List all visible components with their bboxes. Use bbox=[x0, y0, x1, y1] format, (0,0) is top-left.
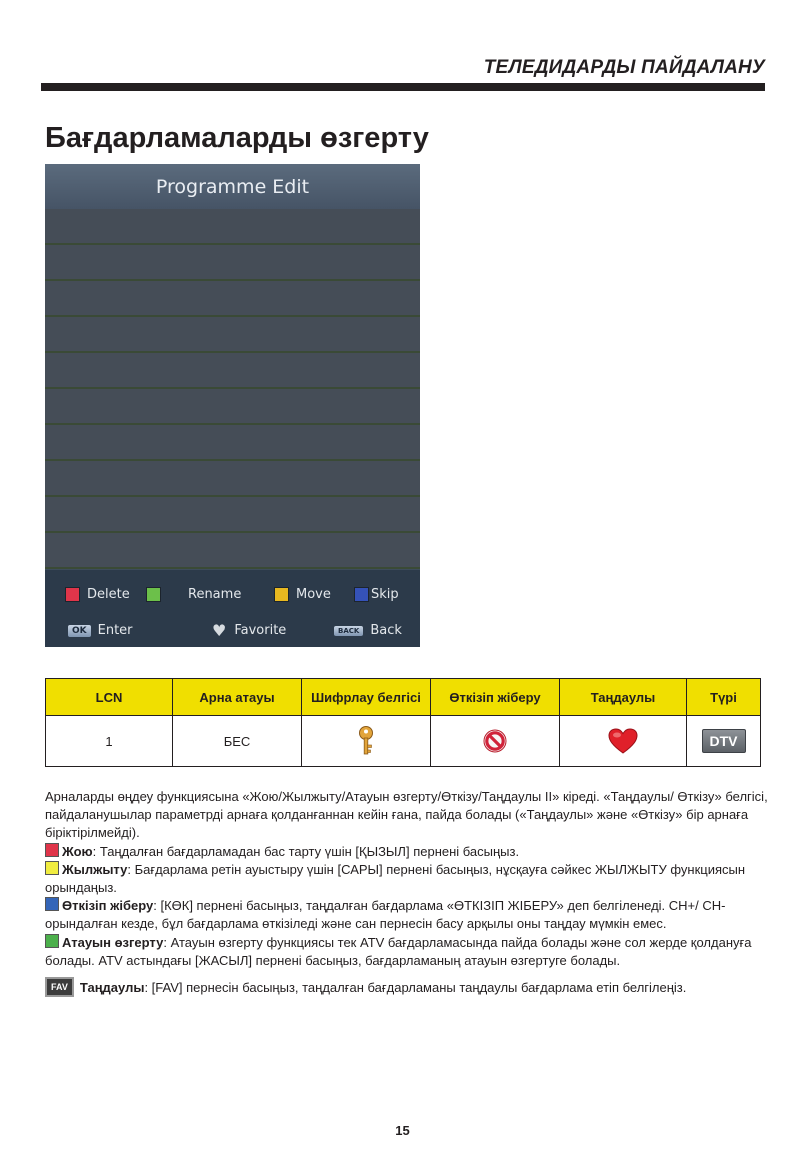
move-hint[interactable] bbox=[274, 587, 331, 602]
fav-key-icon: FAV bbox=[45, 977, 74, 997]
header-rule bbox=[41, 83, 765, 91]
green-key-hint[interactable] bbox=[146, 587, 168, 602]
table-header-row bbox=[46, 679, 761, 716]
table-header: Түрі bbox=[687, 679, 761, 716]
delete-text: : Таңдалған бағдарламадан бас тарту үшін [ҚЫЗЫЛ] пернені басыңыз. bbox=[92, 843, 520, 859]
skip-paragraph bbox=[45, 897, 775, 933]
back-label: Back bbox=[370, 623, 402, 638]
skip-label: Skip bbox=[371, 587, 399, 602]
menu-footer bbox=[45, 570, 420, 647]
page-number: 15 bbox=[395, 1123, 410, 1138]
move-paragraph bbox=[45, 861, 775, 897]
delete-paragraph bbox=[45, 843, 775, 861]
move-text: : Бағдарлама ретін ауыстыру үшін [САРЫ] пернені басыңыз, нұсқауға сәйкес ЖЫЛЖЫТУ функциясын орындаңыз. bbox=[45, 861, 746, 896]
yellow-key-icon bbox=[45, 861, 59, 875]
back-hint[interactable] bbox=[334, 623, 402, 638]
dtv-badge: DTV bbox=[702, 729, 746, 753]
menu-title: Programme Edit bbox=[45, 164, 420, 209]
type-cell bbox=[687, 716, 761, 767]
favorite-text: : [FAV] пернесін басыңыз, таңдалған бағдарламаны таңдаулы бағдарлама етіп белгілеңіз. bbox=[144, 979, 687, 995]
rename-paragraph bbox=[45, 934, 775, 970]
heart-icon: ♥ bbox=[212, 621, 227, 640]
delete-hint[interactable] bbox=[65, 587, 130, 602]
heart-icon bbox=[608, 728, 638, 754]
header-title: ТЕЛЕДИДАРДЫ ПАЙДАЛАНУ bbox=[483, 57, 765, 78]
rename-text: : Атауын өзгерту функциясы тек ATV бағдарламасында пайда болады және сол жерде қолдануға болады. ATV астындағы [ЖАСЫЛ] пернені басыңыз, бағдарламаның атауын өзгертуге болады. bbox=[45, 934, 752, 968]
channel-list bbox=[45, 209, 420, 569]
lcn-cell: 1 bbox=[46, 716, 173, 767]
blue-key-icon bbox=[45, 897, 59, 911]
key-icon bbox=[357, 726, 375, 756]
section-title: Бағдарламаларды өзгерту bbox=[45, 122, 429, 154]
move-term: Жылжыту bbox=[62, 861, 128, 877]
ok-key-icon: OK bbox=[68, 625, 91, 637]
skip-cell bbox=[431, 716, 560, 767]
enter-hint[interactable] bbox=[68, 623, 133, 638]
back-key-icon: BACK bbox=[334, 626, 363, 636]
enter-label: Enter bbox=[97, 623, 133, 638]
description bbox=[45, 788, 775, 970]
intro-paragraph: Арналарды өңдеу функциясына «Жою/Жылжыту/Атауын өзгерту/Өткізу/Таңдаулы II» кіреді. «Таңдаулы/ Өткізу» белгісі, пайдаланушылар параметрді арнаға қолданғаннан кейін ғана, пайда болады («Таңдаулы» және «Өткізу» бір арнаға біріктірілмейді). bbox=[45, 789, 768, 841]
rename-hint[interactable] bbox=[188, 587, 241, 602]
channel-row[interactable] bbox=[45, 317, 420, 353]
move-label: Move bbox=[296, 587, 331, 602]
table-header: Таңдаулы bbox=[560, 679, 687, 716]
table-header: Өткізіп жіберу bbox=[431, 679, 560, 716]
rename-term: Атауын өзгерту bbox=[62, 934, 164, 950]
channel-row[interactable] bbox=[45, 533, 420, 569]
channel-row[interactable] bbox=[45, 245, 420, 281]
channel-row[interactable] bbox=[45, 281, 420, 317]
no-entry-icon bbox=[483, 729, 507, 753]
skip-term: Өткізіп жіберу bbox=[62, 898, 154, 914]
channel-row[interactable] bbox=[45, 497, 420, 533]
programme-edit-menu bbox=[45, 164, 420, 647]
channel-row[interactable] bbox=[45, 209, 420, 245]
skip-text: : [КӨК] пернені басыңыз, таңдалған бағдарлама «ӨТКІЗІП ЖІБЕРУ» деп белгіленеді. CH+/ CH- орындалған кезде, бұл бағдарлама өткізіледі және сан пернесін басу арқылы оны таңдау мүмкін емес. bbox=[45, 898, 726, 932]
channel-row[interactable] bbox=[45, 425, 420, 461]
table-header: LCN bbox=[46, 679, 173, 716]
yellow-key-icon bbox=[274, 587, 289, 602]
skip-hint[interactable] bbox=[354, 587, 399, 602]
green-key-icon bbox=[146, 587, 161, 602]
delete-term: Жою bbox=[62, 843, 93, 859]
channel-row[interactable] bbox=[45, 389, 420, 425]
favorite-paragraph bbox=[45, 977, 686, 997]
red-key-icon bbox=[45, 843, 59, 857]
name-cell: БЕС bbox=[173, 716, 302, 767]
table-header: Шифрлау белгісі bbox=[302, 679, 431, 716]
favorite-term: Таңдаулы bbox=[79, 979, 145, 995]
rename-label: Rename bbox=[188, 587, 242, 602]
red-key-icon bbox=[65, 587, 80, 602]
table-row bbox=[46, 716, 761, 767]
encryption-cell bbox=[302, 716, 431, 767]
channel-row[interactable] bbox=[45, 461, 420, 497]
channel-table bbox=[45, 678, 761, 767]
blue-key-icon bbox=[354, 587, 369, 602]
favorite-cell bbox=[560, 716, 687, 767]
favorite-label: Favorite bbox=[234, 623, 287, 638]
table-header: Арна атауы bbox=[173, 679, 302, 716]
favorite-hint[interactable] bbox=[212, 621, 286, 640]
delete-label: Delete bbox=[87, 587, 130, 602]
channel-row[interactable] bbox=[45, 353, 420, 389]
green-key-icon bbox=[45, 934, 59, 948]
